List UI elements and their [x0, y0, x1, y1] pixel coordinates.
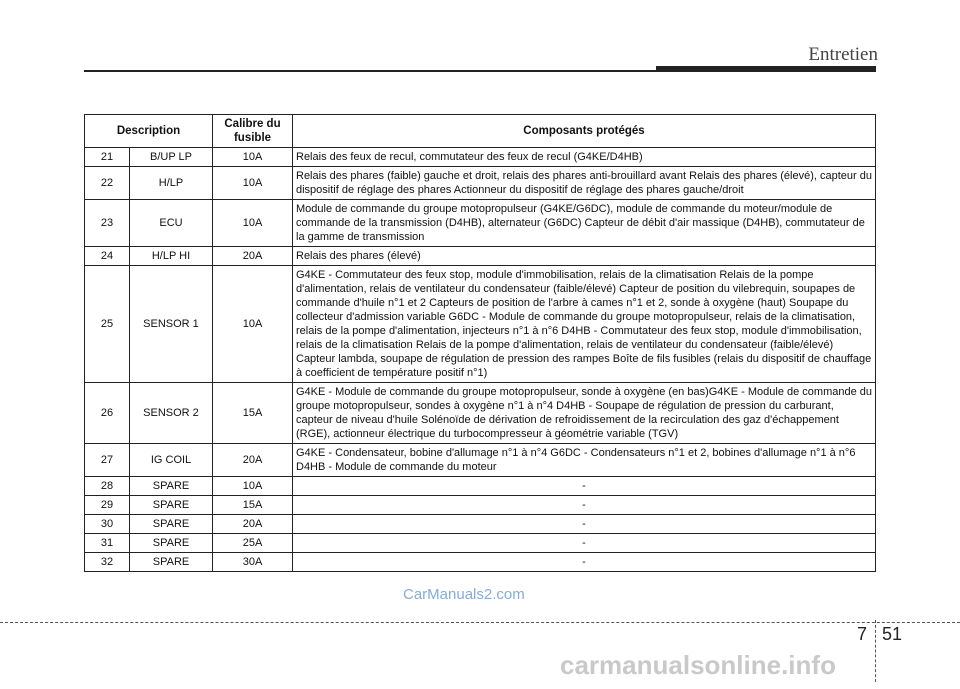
fuse-number-cell: 21 — [85, 148, 130, 167]
watermark-text: CarManuals2.com — [403, 586, 525, 603]
fuse-rating-cell: 10A — [213, 477, 293, 496]
header-description: Description — [85, 115, 213, 148]
page-number: 51 — [882, 624, 903, 644]
fuse-number-cell: 27 — [85, 444, 130, 477]
fuse-rating-cell: 20A — [213, 444, 293, 477]
table-row — [85, 200, 876, 247]
fuse-description-cell: SPARE — [130, 515, 213, 534]
protected-components-cell: Relais des phares (élevé) — [293, 247, 876, 266]
fuse-description-cell: SPARE — [130, 534, 213, 553]
fuse-number-cell: 32 — [85, 553, 130, 572]
fuse-description-cell: SPARE — [130, 496, 213, 515]
fuse-description-cell: IG COIL — [130, 444, 213, 477]
table-row — [85, 477, 876, 496]
chapter-number: 7 — [857, 624, 868, 644]
fuse-number-cell: 30 — [85, 515, 130, 534]
protected-components-cell: - — [293, 515, 876, 534]
protected-components-cell: Relais des phares (faible) gauche et droit, relais des phares anti-brouillard avant Relais des phares (élevé), capteur du dispositif de réglage des phares Actionneur du dispositif de réglage des phares gauche/droit — [293, 167, 876, 200]
fuse-number-cell: 28 — [85, 477, 130, 496]
fuse-description-cell: SENSOR 1 — [130, 266, 213, 383]
fuse-rating-cell: 20A — [213, 247, 293, 266]
page-section-title: Entretien — [808, 44, 878, 65]
header-calibre: Calibre du fusible — [213, 115, 293, 148]
fuse-rating-cell: 30A — [213, 553, 293, 572]
header-rule-thick — [656, 66, 876, 72]
protected-components-cell: - — [293, 534, 876, 553]
fuse-table-body — [85, 148, 876, 572]
footer-dashed-line — [0, 622, 960, 623]
fuse-description-cell: H/LP — [130, 167, 213, 200]
fuse-rating-cell: 10A — [213, 167, 293, 200]
fuse-rating-cell: 10A — [213, 266, 293, 383]
fuse-description-cell: SPARE — [130, 553, 213, 572]
fuse-number-cell: 24 — [85, 247, 130, 266]
fuse-rating-cell: 10A — [213, 200, 293, 247]
fuse-number-cell: 22 — [85, 167, 130, 200]
fuse-description-cell: ECU — [130, 200, 213, 247]
fuse-description-cell: SPARE — [130, 477, 213, 496]
fuse-number-cell: 29 — [85, 496, 130, 515]
header-rule-thin — [84, 70, 656, 72]
table-row — [85, 534, 876, 553]
protected-components-cell: G4KE - Module de commande du groupe motopropulseur, sonde à oxygène (en bas)G4KE - Module de commande du groupe motopropulseur, sondes à oxygène n°1 à n°4 D4HB - Soupape de régulation de pression du carburant, capteur de niveau d'huile Solénoïde de dérivation de refroidissement de la recirculation des gaz d'échappement (RGE), actionneur électrique du turbocompresseur à géométrie variable (TGV) — [293, 383, 876, 444]
protected-components-cell: G4KE - Commutateur des feux stop, module d'immobilisation, relais de la climatisation Relais de la pompe d'alimentation, relais de ventilateur du condensateur (faible/élevé) Capteur de position du vilebrequin, soupapes de commande d'huile n°1 et 2 Capteurs de position de l'arbre à cames n°1 et 2, sonde à oxygène (haut) Soupape du collecteur d'admission variable G6DC - Module de commande du groupe motopropulseur, relais de la climatisation, relais de la pompe d'alimentation, injecteurs n°1 à n°6 D4HB - Commutateur des feux stop, module d'immobilisation, relais de la climatisation Relais de la pompe d'alimentation, relais de ventilateur du condensateur (faible/élevé) Capteur lambda, soupape de régulation de pression des rampes Boîte de fils fusibles (relais du dispositif de chauffage à coefficient de température positif n°1) — [293, 266, 876, 383]
table-row — [85, 444, 876, 477]
table-row — [85, 266, 876, 383]
protected-components-cell: G4KE - Condensateur, bobine d'allumage n°1 à n°4 G6DC - Condensateurs n°1 et 2, bobines d'allumage n°1 à n°6 D4HB - Module de commande du moteur — [293, 444, 876, 477]
protected-components-cell: - — [293, 496, 876, 515]
table-row — [85, 247, 876, 266]
header-composants: Composants protégés — [293, 115, 876, 148]
fuse-rating-cell: 10A — [213, 148, 293, 167]
table-row — [85, 148, 876, 167]
fuse-number-cell: 26 — [85, 383, 130, 444]
fuse-table — [84, 114, 876, 572]
fuse-rating-cell: 15A — [213, 383, 293, 444]
protected-components-cell: Relais des feux de recul, commutateur des feux de recul (G4KE/D4HB) — [293, 148, 876, 167]
fuse-number-cell: 31 — [85, 534, 130, 553]
protected-components-cell: - — [293, 477, 876, 496]
fuse-number-cell: 23 — [85, 200, 130, 247]
fuse-description-cell: SENSOR 2 — [130, 383, 213, 444]
fuse-description-cell: H/LP HI — [130, 247, 213, 266]
fuse-rating-cell: 15A — [213, 496, 293, 515]
table-row — [85, 496, 876, 515]
fuse-rating-cell: 25A — [213, 534, 293, 553]
table-row — [85, 553, 876, 572]
fuse-number-cell: 25 — [85, 266, 130, 383]
table-header-row — [85, 115, 876, 148]
page-number-separator — [875, 620, 877, 682]
fuse-description-cell: B/UP LP — [130, 148, 213, 167]
site-watermark: carmanualsonline.info — [560, 650, 836, 680]
fuse-rating-cell: 20A — [213, 515, 293, 534]
table-row — [85, 383, 876, 444]
table-row — [85, 167, 876, 200]
table-row — [85, 515, 876, 534]
protected-components-cell: - — [293, 553, 876, 572]
protected-components-cell: Module de commande du groupe motopropulseur (G4KE/G6DC), module de commande du moteur/module de commande de la transmission (D4HB), alternateur (G6DC) Capteur de débit d'air massique (D4HB), commutateur de la gamme de transmission — [293, 200, 876, 247]
